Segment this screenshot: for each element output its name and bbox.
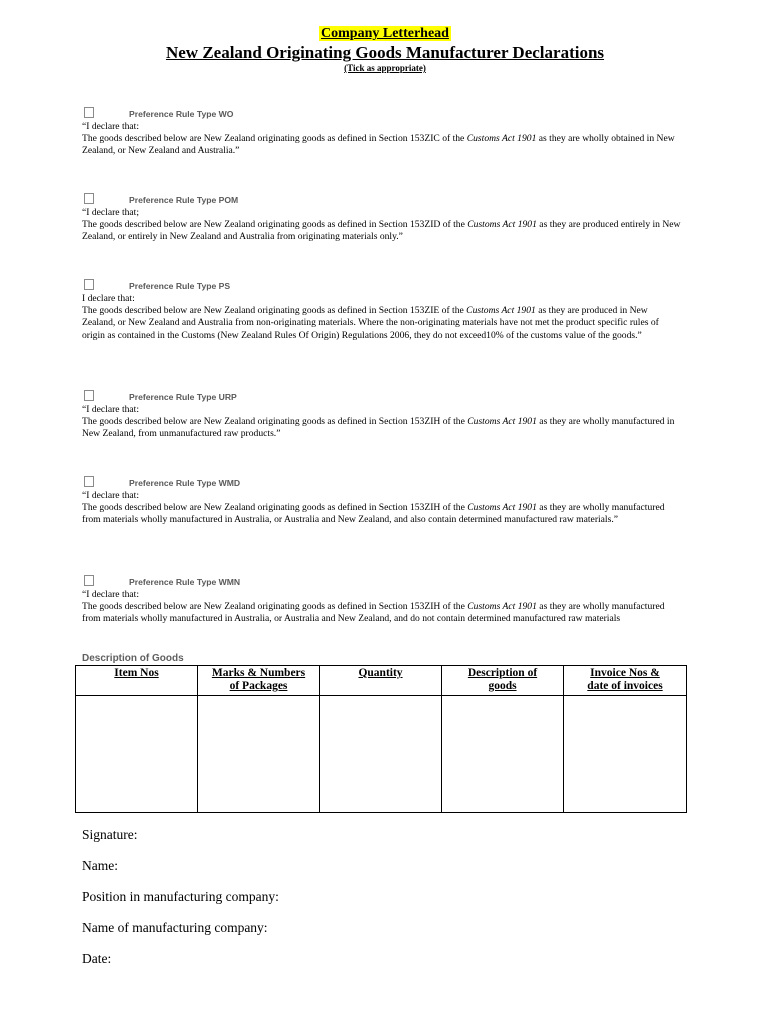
column-header-quantity: Quantity [320, 666, 442, 696]
tick-instruction: (Tick as appropriate) [344, 63, 426, 73]
declaration-intro: “I declare that: [82, 490, 139, 501]
goods-section-heading: Description of Goods [82, 653, 184, 664]
checkbox-ps[interactable] [84, 279, 94, 290]
column-header-marks-numbers: Marks & Numbers of Packages [198, 666, 320, 696]
letterhead-text: Company Letterhead [321, 26, 449, 41]
declaration-text: The goods described below are New Zealand originating goods as defined in Section 153ZIH of the Customs Act 1901 as they are wholly manufactured from materials wholly manufactured in Australia, or Australia and New Zealand, and do not contain determined manufactured raw materials [82, 601, 665, 625]
act-name: Customs Act 1901 [466, 305, 536, 317]
company-name-field[interactable]: Name of manufacturing company: [82, 920, 268, 935]
act-name: Customs Act 1901 [466, 133, 537, 145]
declaration-intro: I declare that: [82, 293, 135, 304]
signature-field[interactable]: Signature: [82, 827, 138, 842]
company-letterhead [0, 26, 770, 42]
rule-label-urp: Preference Rule Type URP [129, 392, 237, 402]
column-header-invoice: Invoice Nos & date of invoices [564, 666, 687, 696]
declaration-intro: “I declare that: [82, 121, 139, 132]
declaration-text: The goods described below are New Zealand originating goods as defined in Section 153ZIH of the Customs Act 1901 as they are wholly manufactured in New Zealand, from unmanufactured raw products.” [82, 416, 675, 440]
goods-table-header-row [76, 666, 687, 696]
checkbox-wmd[interactable] [84, 476, 94, 487]
checkbox-wo[interactable] [84, 107, 94, 118]
checkbox-pom[interactable] [84, 193, 94, 204]
description-cell[interactable] [442, 696, 564, 813]
declaration-intro: “I declare that; [82, 207, 139, 218]
declaration-wmd [82, 476, 682, 527]
declaration-intro: “I declare that: [82, 404, 139, 415]
declaration-text: The goods described below are New Zealand originating goods as defined in Section 153ZIC of the Customs Act 1901 as they are wholly obtained in New Zealand, or New Zealand and Australia.” [82, 133, 675, 157]
rule-label-wmd: Preference Rule Type WMD [129, 478, 241, 488]
table-row [76, 696, 687, 813]
rule-label-ps: Preference Rule Type PS [129, 281, 231, 291]
declaration-intro: “I declare that: [82, 589, 139, 600]
rule-label-wmn: Preference Rule Type WMN [129, 577, 241, 587]
declaration-wo [82, 107, 682, 158]
page-title: New Zealand Originating Goods Manufacturer Declarations [165, 43, 605, 62]
quantity-cell[interactable] [320, 696, 442, 813]
declaration-wmn [82, 575, 682, 626]
invoice-cell[interactable] [564, 696, 687, 813]
declaration-text: The goods described below are New Zealand originating goods as defined in Section 153ZIH of the Customs Act 1901 as they are wholly manufactured from materials wholly manufactured in Australia, or Australia and New Zealand, and also contain determined manufactured raw materials.” [82, 502, 665, 526]
column-header-item-nos: Item Nos [76, 666, 198, 696]
date-field[interactable]: Date: [82, 951, 112, 966]
checkbox-urp[interactable] [84, 390, 94, 401]
checkbox-wmn[interactable] [84, 575, 94, 586]
declaration-text: The goods described below are New Zealand originating goods as defined in Section 153ZIE of the Customs Act 1901 as they are produced in New Zealand, or New Zealand and Australia from non-originating materials. Where the non-originating materials have not met the product specific rules of origin as contained in the Customs (New Zealand Rules Of Origin) Regulations 2006, they do not exceed10% of the customs value of the goods.” [82, 305, 659, 341]
item-nos-cell[interactable] [76, 696, 198, 813]
name-field[interactable]: Name: [82, 858, 118, 873]
declaration-urp [82, 390, 682, 441]
act-name: Customs Act 1901 [467, 219, 537, 231]
rule-label-wo: Preference Rule Type WO [129, 109, 234, 119]
rule-label-pom: Preference Rule Type POM [129, 195, 239, 205]
act-name: Customs Act 1901 [467, 416, 537, 428]
goods-table [75, 665, 687, 813]
act-name: Customs Act 1901 [467, 502, 537, 514]
declaration-text: The goods described below are New Zealand originating goods as defined in Section 153ZID of the Customs Act 1901 as they are produced entirely in New Zealand, or entirely in New Zealand and Australia from originating materials only.” [82, 219, 681, 243]
declaration-ps [82, 279, 682, 342]
marks-numbers-cell[interactable] [198, 696, 320, 813]
position-field[interactable]: Position in manufacturing company: [82, 889, 279, 904]
column-header-description: Description of goods [442, 666, 564, 696]
act-name: Customs Act 1901 [467, 601, 537, 613]
declaration-pom [82, 193, 682, 244]
